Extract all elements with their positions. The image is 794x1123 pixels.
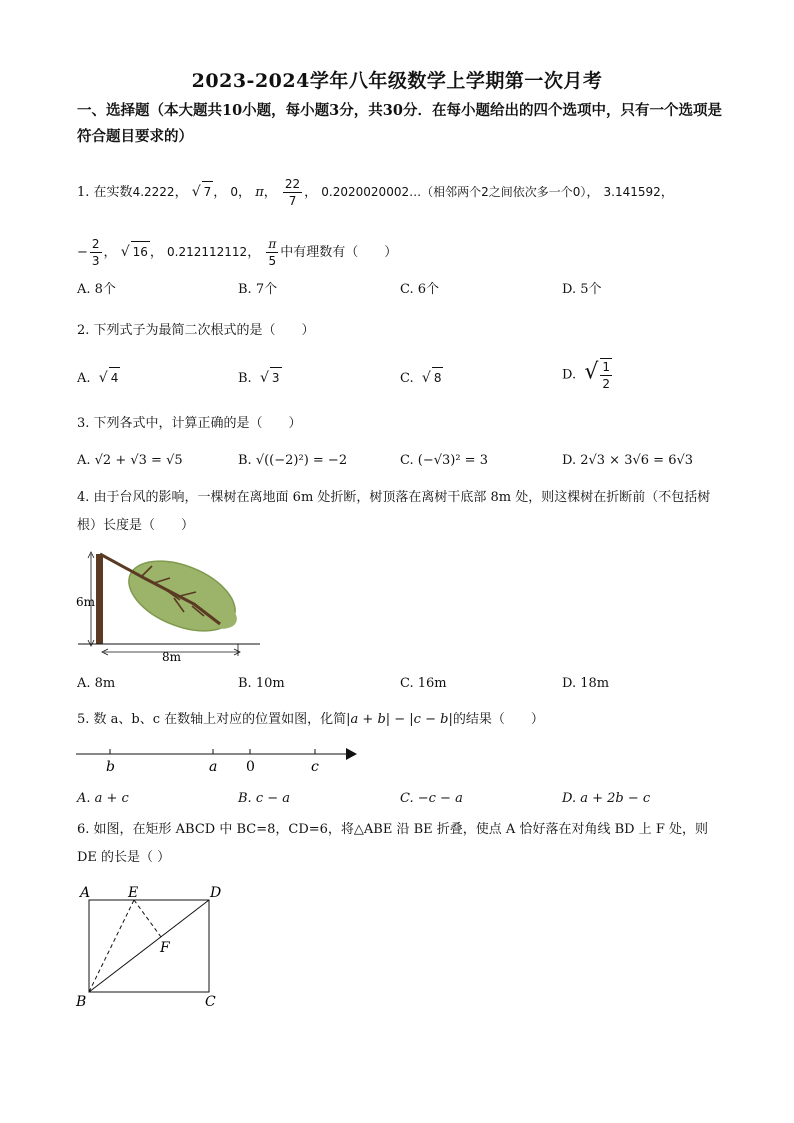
- q1-value: 0: [230, 185, 239, 199]
- question-6-stem: 6. 如图，在矩形 ABCD 中 BC=8，CD=6，将△ABE 沿 BE 折叠，使点 A 恰好落在对角线 BD 上 F 处，则 DE 的长是（ ）: [77, 822, 708, 865]
- q3-option-b[interactable]: B. √((−2)²) = −2: [238, 453, 348, 468]
- q1-suffix: 中有理数有（ ）: [280, 245, 398, 260]
- q3-option-d[interactable]: D. 2√3 × 3√6 = 6√3: [562, 453, 694, 468]
- q2-option-a[interactable]: [77, 367, 120, 389]
- radicand: 8: [432, 367, 444, 388]
- q1-radicand: 7: [202, 181, 214, 202]
- q2-option-b[interactable]: [238, 367, 282, 389]
- label-b: b: [106, 759, 115, 775]
- q2-option-c[interactable]: [400, 367, 443, 389]
- q5-option-b[interactable]: B. c − a: [238, 791, 291, 806]
- sqrt-symbol: √: [120, 244, 130, 260]
- question-number: 1.: [77, 185, 90, 200]
- question-1-line2: − $\frac{2}{3}$ ， √ 16 ， 0.212112112， $\frac{\pi}{5}$ 中有理数有（ ）: [77, 237, 398, 268]
- option-label: C.: [400, 371, 414, 386]
- question-5-stem: [77, 710, 544, 730]
- q1-prefix: 在实数: [93, 185, 133, 200]
- q5-option-a[interactable]: A. a + c: [77, 791, 129, 806]
- option-label: D.: [562, 367, 577, 383]
- page-title: 2023-2024学年八年级数学上学期第一次月考: [191, 70, 603, 92]
- q1-option-d[interactable]: D. 5个: [562, 282, 602, 297]
- abs-expression: |a + b| − |c − b|: [346, 712, 453, 727]
- denominator: 2: [602, 377, 611, 391]
- tree-trunk: [96, 554, 103, 644]
- q1-radicand: 16: [131, 241, 150, 262]
- q4-option-a[interactable]: A. 8m: [77, 676, 116, 691]
- q1-fraction: [266, 236, 278, 269]
- q4-option-d[interactable]: D. 18m: [562, 676, 610, 691]
- denominator: 7: [288, 194, 297, 208]
- q4-option-b[interactable]: B. 10m: [238, 676, 285, 691]
- point-d-label: D: [210, 885, 222, 901]
- point-e-label: E: [128, 885, 139, 901]
- question-2-stem: 2. 下列式子为最简二次根式的是（ ）: [77, 323, 315, 338]
- q1-value: 0.212112112: [167, 245, 248, 259]
- q1-value: π: [255, 185, 264, 200]
- q1-option-a[interactable]: A. 8个: [77, 282, 116, 297]
- axis-arrow: [346, 748, 357, 760]
- stem-text: 5. 数 a、b、c 在数轴上对应的位置如图，化简: [77, 712, 347, 727]
- option-label: A.: [77, 371, 91, 386]
- base-label: 8m: [162, 650, 182, 662]
- q4-option-c[interactable]: C. 16m: [400, 676, 447, 691]
- q3-option-a[interactable]: A. √2 + √3 = √5: [77, 453, 183, 468]
- radicand-fraction: [600, 358, 612, 392]
- q1-fraction: [283, 176, 302, 209]
- q5-option-d[interactable]: D. a + 2b − c: [562, 791, 651, 806]
- rectangle-figure: [74, 880, 234, 1015]
- radicand: 4: [109, 367, 121, 388]
- point-b-label: B: [76, 994, 87, 1010]
- q1-option-c[interactable]: C. 6个: [400, 282, 440, 297]
- sqrt-symbol: √: [98, 370, 108, 386]
- stem-text: 的结果（ ）: [452, 712, 544, 727]
- q1-option-b[interactable]: B. 7个: [238, 282, 278, 297]
- q1-value: 0.2020020002…（相邻两个2之间依次多一个0）: [321, 185, 587, 199]
- numerator: 1: [602, 360, 611, 374]
- tree-figure: [74, 548, 264, 662]
- question-4-stem: 4. 由于台风的影响，一棵树在离地面 6m 处折断，树顶落在离树干底部 8m 处，则这棵树在折断前（不包括树根）长度是（ ）: [77, 490, 711, 533]
- q2-option-d[interactable]: [562, 358, 614, 392]
- numerator: π: [268, 237, 277, 251]
- point-f-label: F: [160, 940, 170, 956]
- height-label: 6m: [76, 595, 96, 609]
- question-1-line1: 1. 在实数4.2222， √ 7 ， 0， π， $\frac{22}{7}$ ， 0.2020020002…（相邻两个2之间依次多一个0）， 3.141592，: [77, 177, 674, 208]
- point-a-label: A: [80, 885, 91, 901]
- sqrt-symbol: √: [584, 359, 599, 385]
- sqrt-symbol: √: [259, 370, 269, 386]
- fold-line-be: [89, 900, 134, 992]
- q5-option-c[interactable]: C. −c − a: [400, 791, 463, 806]
- denominator: 3: [91, 254, 100, 268]
- diagonal-bd: [89, 900, 209, 992]
- radicand: 3: [270, 367, 282, 388]
- q1-value: 3.141592: [603, 185, 661, 199]
- q1-fraction: [90, 236, 102, 269]
- segment-ef: [134, 900, 161, 937]
- option-label: B.: [238, 371, 252, 386]
- minus-sign: −: [77, 245, 88, 260]
- number-line: [74, 740, 364, 776]
- label-c: c: [311, 759, 319, 775]
- point-c-label: C: [205, 994, 216, 1010]
- label-zero: 0: [246, 759, 255, 775]
- label-a: a: [209, 759, 218, 775]
- q1-value: 4.2222: [132, 185, 175, 199]
- sqrt-symbol: √: [191, 184, 201, 200]
- numerator: 2: [91, 237, 100, 251]
- denominator: 5: [268, 254, 277, 268]
- question-3-stem: 3. 下列各式中，计算正确的是（ ）: [77, 416, 302, 431]
- section-heading: 一、选择题（本大题共10小题，每小题3分，共30分．在每小题给出的四个选项中，只有一个选项是符合题目要求的）: [77, 102, 722, 145]
- q3-option-c[interactable]: C. (−√3)² = 3: [400, 453, 488, 468]
- sqrt-symbol: √: [421, 370, 431, 386]
- numerator: 22: [284, 177, 301, 191]
